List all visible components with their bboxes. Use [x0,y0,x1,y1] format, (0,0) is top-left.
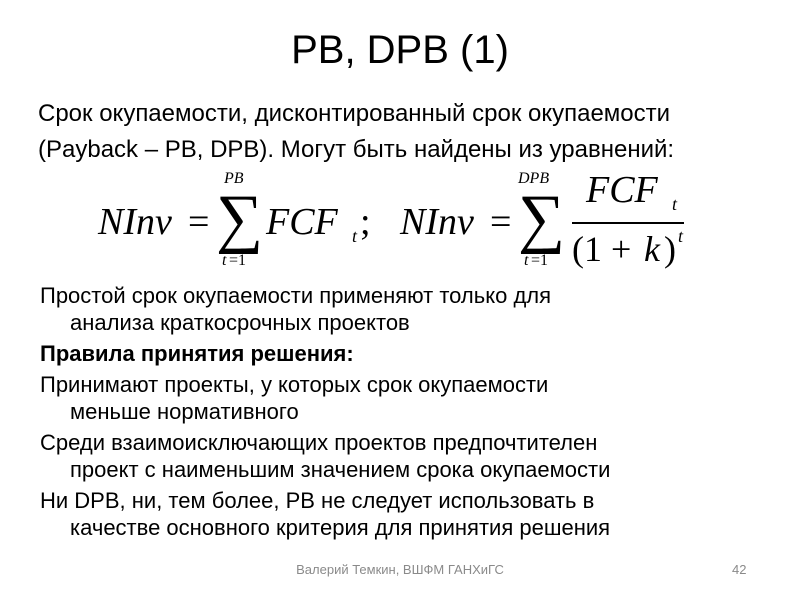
formula-dpb-upper-limit: DPB [518,170,550,187]
bullet-item [40,371,780,425]
formula-dpb-denominator-open: (1 + [572,229,632,269]
bullet-item [40,487,780,541]
bullet-text-continued: качестве основного критерия для принятия решения [70,515,611,540]
formula-dpb-denominator-close: ) [664,229,676,269]
bullet-text: Простой срок окупаемости применяют только для [40,283,552,308]
formula-pb-lower-eq: =1 [229,252,247,269]
formula-dpb-numerator: FCF [586,169,658,211]
formula-dpb-equals: = [490,201,512,243]
bullet-item [40,429,780,483]
bullet-text-continued: анализа краткосрочных проектов [70,310,410,335]
bullet-text: Среди взаимоисключающих проектов предпочтителен [40,430,598,455]
slide-title: PB, DPB (1) [291,28,509,72]
footer-author: Валерий Темкин, ВШФМ ГАНХиГС [296,562,504,577]
formula-dpb-numerator-subscript: t [672,194,678,214]
bullet-heading [40,340,780,367]
bullet-text-continued: проект с наименьшим значением срока окупаемости [70,457,611,482]
formula-dpb-exponent: t [678,226,684,246]
intro-text [38,96,778,168]
formula-dpb-denominator-k: k [644,229,660,269]
intro-line-2: (Payback – PB, DPB). Могут быть найдены из уравнений: [38,136,675,163]
bullet-item [40,282,780,336]
formula-dpb-fraction-bar [572,222,684,224]
intro-line-1: Срок окупаемости, дисконтированный срок окупаемости [38,100,671,127]
bullet-list [40,282,780,545]
page-number: 42 [732,562,747,577]
formula-dpb-lower-eq: =1 [531,252,549,269]
formula-pb-lhs: NInv [98,201,172,243]
formula-pb-sigma: ∑ [216,182,264,255]
formula-pb-upper-limit: PB [224,170,244,187]
bullet-heading-text: Правила принятия решения: [40,341,354,366]
formula-dpb-lower-var: t [524,252,529,269]
formula-pb-term: FCF [266,201,338,243]
formula-payback [98,170,388,276]
formula-pb-equals: = [188,201,210,243]
formula-pb-semicolon: ; [360,201,371,243]
formula-dpb-lhs: NInv [400,201,474,243]
bullet-text: Принимают проекты, у которых срок окупаемости [40,372,549,397]
formula-pb-lower-var: t [222,252,227,269]
formula-pb-subscript: t [352,226,358,246]
bullet-text-continued: меньше нормативного [70,399,299,424]
formula-discounted-payback [400,168,720,278]
bullet-text: Ни DPB, ни, тем более, PB не следует использовать в [40,488,595,513]
formula-dpb-sigma: ∑ [518,182,566,255]
